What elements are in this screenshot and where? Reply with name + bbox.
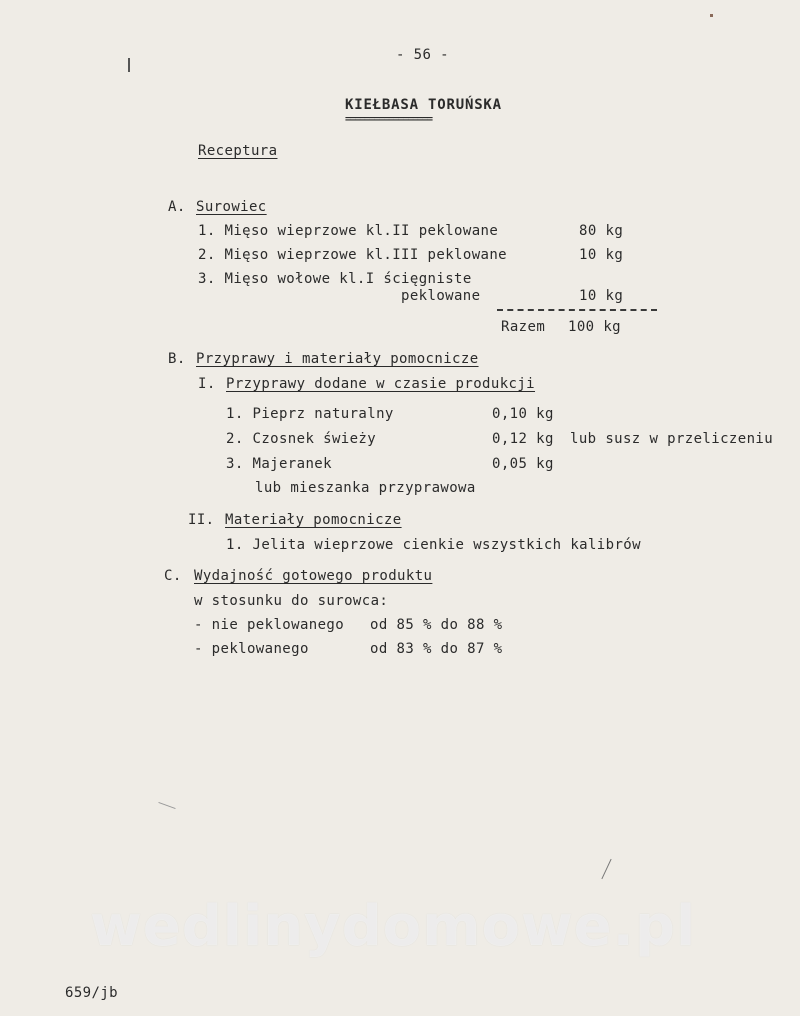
section-a-heading: Surowiec [196, 199, 267, 215]
section-b1-numeral: I. [198, 376, 216, 392]
section-c-heading: Wydajność gotowego produktu [194, 568, 433, 584]
section-b1-heading: Przyprawy dodane w czasie produkcji [226, 376, 536, 392]
spice-item-2-amount: 0,12 kg [492, 431, 554, 447]
section-b-heading: Przyprawy i materiały pomocnicze [196, 351, 479, 367]
section-b-letter: B. [168, 351, 186, 367]
spice-item-2: 2. Czosnek świeży [226, 431, 377, 447]
spice-item-3: 3. Majeranek [226, 456, 332, 472]
subtitle: Receptura [198, 143, 278, 159]
scan-stroke [601, 859, 611, 879]
footer-code: 659/jb [65, 985, 118, 1001]
sum-rule [497, 309, 657, 311]
spice-item-1-amount: 0,10 kg [492, 406, 554, 422]
section-a-item-3-cont: peklowane [401, 288, 481, 304]
casing-item-1: 1. Jelita wieprzowe cienkie wszystkich kalibrów [226, 537, 641, 553]
scan-stroke [158, 802, 175, 809]
spice-alternative: lub mieszanka przyprawowa [255, 480, 476, 496]
spice-item-1: 1. Pieprz naturalny [226, 406, 394, 422]
yield-line-2-label: - peklowanego [194, 641, 309, 657]
yield-line-1-range: od 85 % do 88 % [370, 617, 503, 633]
scan-speck [710, 14, 713, 17]
total-label: Razem [501, 319, 546, 335]
yield-line-2-range: od 83 % do 87 % [370, 641, 503, 657]
page-number: - 56 - [396, 47, 449, 63]
section-a-item-3-amount: 10 kg [579, 288, 624, 304]
section-a-item-3: 3. Mięso wołowe kl.I ścięgniste [198, 271, 472, 287]
title-rule: ================== [345, 114, 432, 125]
page-title: KIEŁBASA TORUŃSKA [345, 97, 502, 113]
section-a-item-2-amount: 10 kg [579, 247, 624, 263]
spice-item-3-amount: 0,05 kg [492, 456, 554, 472]
section-a-letter: A. [168, 199, 186, 215]
watermark: wedlinydomowe.pl [90, 894, 697, 959]
yield-intro: w stosunku do surowca: [194, 593, 389, 609]
section-a-item-1: 1. Mięso wieprzowe kl.II peklowane [198, 223, 499, 239]
section-a-item-2: 2. Mięso wieprzowe kl.III peklowane [198, 247, 508, 263]
section-b2-heading: Materiały pomocnicze [225, 512, 402, 528]
total-amount: 100 kg [568, 319, 621, 335]
yield-line-1-label: - nie peklowanego [194, 617, 345, 633]
section-c-letter: C. [164, 568, 182, 584]
scan-mark [128, 58, 130, 72]
spice-item-2-note: lub susz w przeliczeniu [570, 431, 774, 447]
section-b2-numeral: II. [188, 512, 215, 528]
section-a-item-1-amount: 80 kg [579, 223, 624, 239]
